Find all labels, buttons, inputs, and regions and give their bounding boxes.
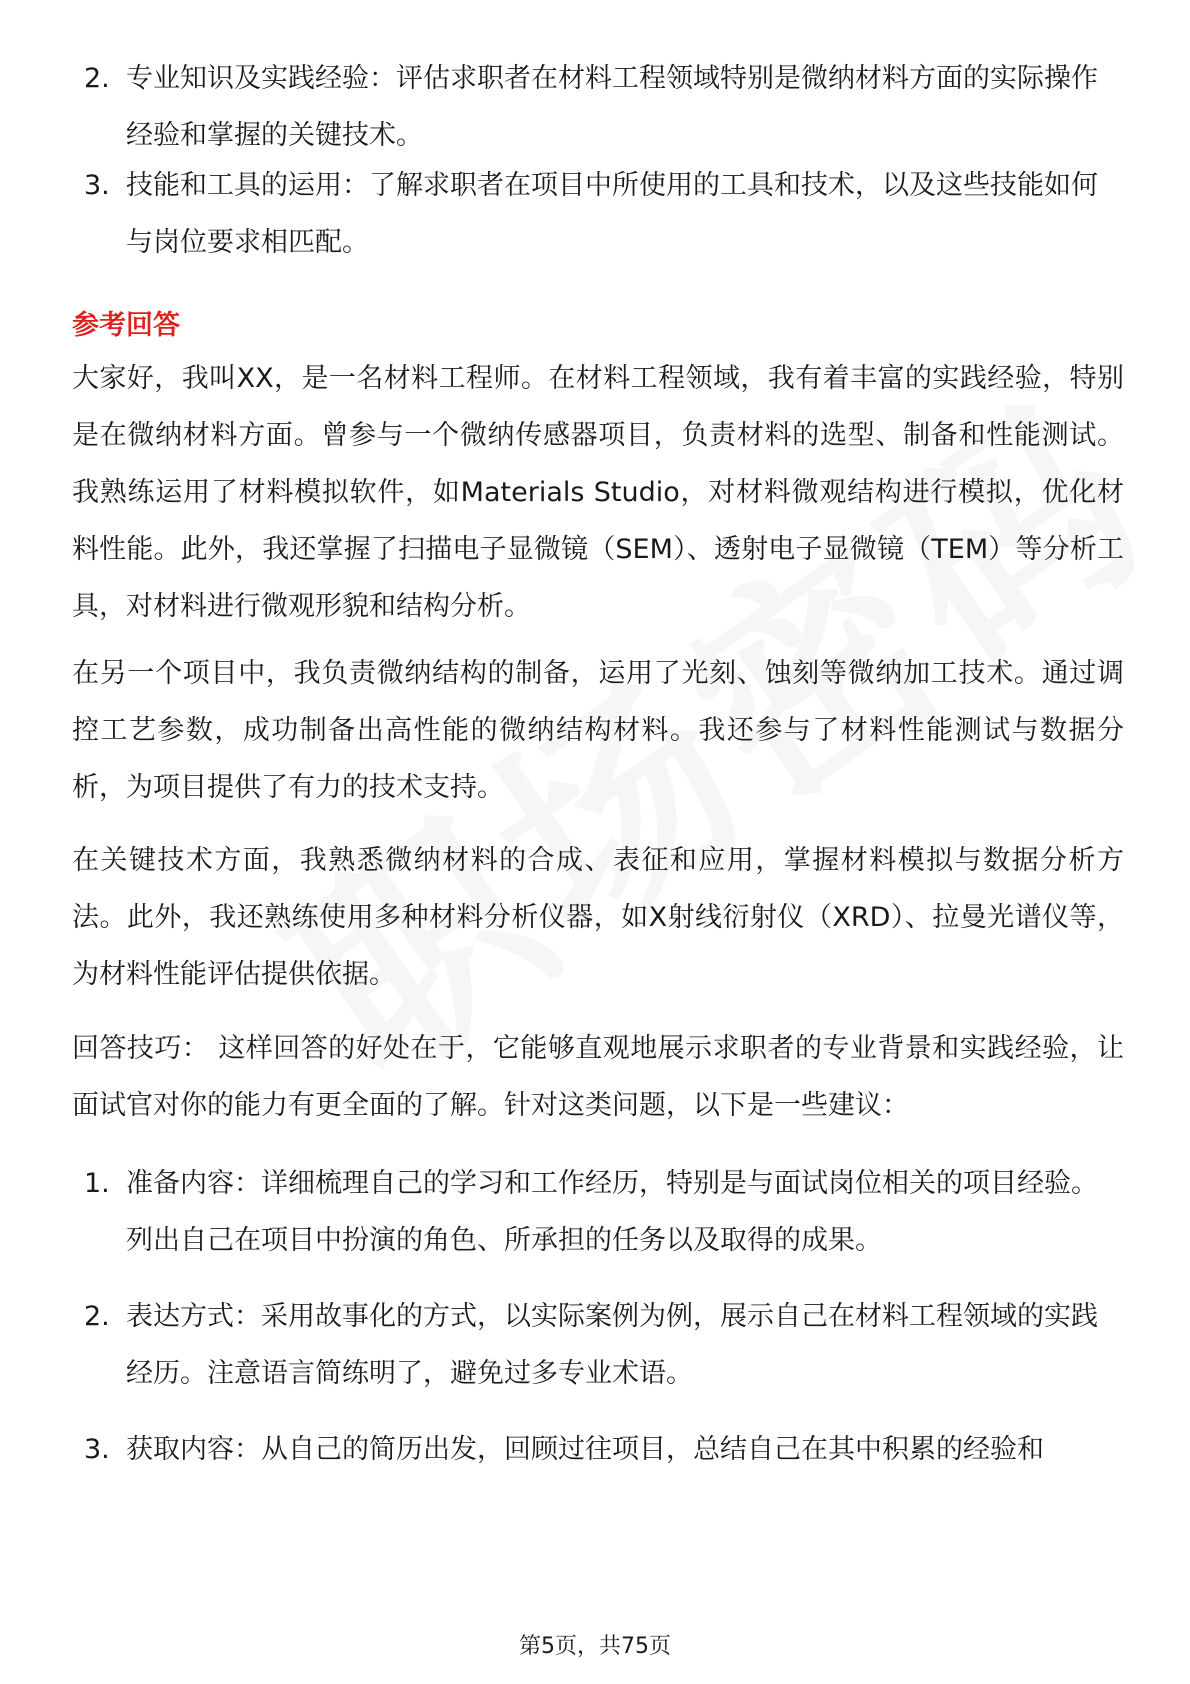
- list-text: 技能和工具的运用：了解求职者在项目中所使用的工具和技术，以及这些技能如何与岗位要求相匹配。: [126, 170, 1098, 258]
- list-item: [84, 1421, 1124, 1478]
- list-text: 获取内容：从自己的简历出发，回顾过往项目，总结自己在其中积累的经验和: [126, 1434, 1044, 1465]
- list-text: 专业知识及实践经验：评估求职者在材料工程领域特别是微纳材料方面的实际操作经验和掌握的关键技术。: [126, 63, 1098, 151]
- answer-paragraph: 在关键技术方面，我熟悉微纳材料的合成、表征和应用，掌握材料模拟与数据分析方法。此外，我还熟练使用多种材料分析仪器，如X射线衍射仪（XRD）、拉曼光谱仪等，为材料性能评估提供依据。: [72, 845, 1124, 990]
- list-text: 表达方式：采用故事化的方式，以实际案例为例，展示自己在材料工程领域的实践经历。注意语言简练明了，避免过多专业术语。: [126, 1301, 1098, 1389]
- list-number: 2.: [84, 63, 110, 94]
- list-number: 3.: [84, 1434, 110, 1465]
- answer-paragraph: 在另一个项目中，我负责微纳结构的制备，运用了光刻、蚀刻等微纳加工技术。通过调控工艺参数，成功制备出高性能的微纳结构材料。我还参与了材料性能测试与数据分析，为项目提供了有力的技术支持。: [72, 658, 1124, 803]
- tips-paragraph: 回答技巧： 这样回答的好处在于，它能够直观地展示求职者的专业背景和实践经验，让面试官对你的能力有更全面的了解。针对这类问题，以下是一些建议：: [72, 1033, 1124, 1121]
- section-heading: 参考回答: [72, 310, 180, 341]
- list-text: 准备内容：详细梳理自己的学习和工作经历，特别是与面试岗位相关的项目经验。列出自己在项目中扮演的角色、所承担的任务以及取得的成果。: [126, 1168, 1098, 1256]
- list-item: [84, 1288, 1124, 1402]
- list-number: 1.: [84, 1168, 110, 1199]
- list-item: [84, 157, 1124, 271]
- list-item: [84, 1155, 1124, 1269]
- list-number: 3.: [84, 170, 110, 201]
- list-number: 2.: [84, 1301, 110, 1332]
- answer-paragraph: 大家好，我叫XX，是一名材料工程师。在材料工程领域，我有着丰富的实践经验，特别是在微纳材料方面。曾参与一个微纳传感器项目，负责材料的选型、制备和性能测试。我熟练运用了材料模拟软件，如Materials Studio，对材料微观结构进行模拟，优化材料性能。此外，我还掌握了扫描电子显微镜（SEM）、透射电子显微镜（TEM）等分析工具，对材料进行微观形貌和结构分析。: [72, 363, 1124, 622]
- list-item: [84, 50, 1124, 164]
- page-footer: 第5页，共75页: [519, 1634, 671, 1659]
